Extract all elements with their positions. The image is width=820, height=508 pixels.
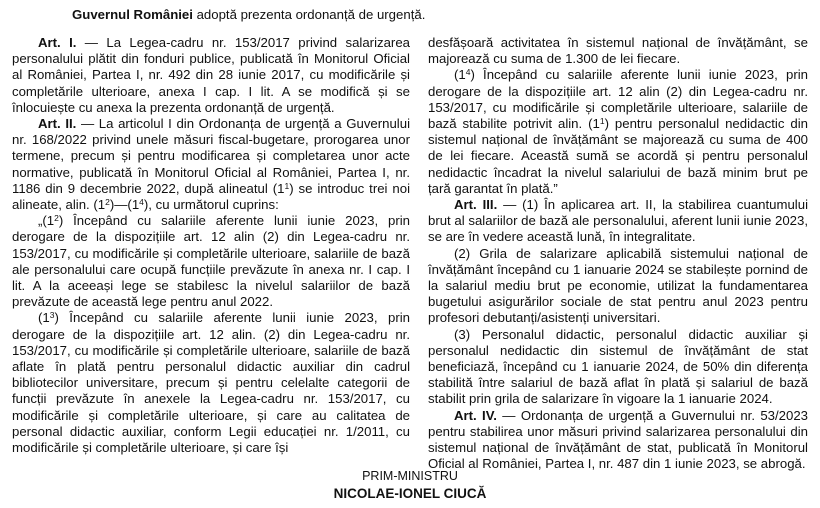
article-1-text: — La Legea-cadru nr. 153/2017 privind salarizarea personalului plătit din fonduri publice, publicată în Monitorul Oficial al României, Partea I, nr. 492 din 28 iunie 2017, cu modificările și completările ulterioare, anexa I cap. I lit. A se modifică și se înlocuiește cu anexa la prezenta ordonanță de urgență. bbox=[12, 35, 410, 115]
article-3-paragraph-3 bbox=[428, 327, 808, 408]
article-2 bbox=[12, 116, 410, 213]
paragraph-text: ) Începând cu salariile aferente lunii iunie 2023, prin derogare de la dispozițiile art. 12 alin (2) din Legea-cadru nr. 153/2017, cu modificările și completările ulterioare, salariile de bază ale personalului care ocupă funcțiile prevăzute în anexa nr. I cap. I lit. A la aceeași lege se stabilesc la nivelul salariilor de bază prevăzute de această lege pentru anul 2022. bbox=[12, 213, 410, 310]
article-3-label: Art. III. bbox=[454, 197, 498, 213]
article-2-text: ), cu următorul cuprins: bbox=[143, 197, 279, 213]
signature-name: NICOLAE-IONEL CIUCĂ bbox=[333, 486, 487, 501]
superscript: 2 bbox=[54, 213, 59, 224]
intro-line bbox=[72, 7, 425, 23]
signature-title: PRIM-MINISTRU bbox=[362, 469, 458, 483]
paragraph-text: (3) Personalul didactic, personalul didactic auxiliar și personalul nedidactic din sistemul de învățământ de stat beneficiază, începând cu 1 ianuarie 2024, de 50% din diferența stabilită între salariul de bază aflat în plată și salariul de bază stabilit prin grila de salarizare în vigoare la 1 ianuarie 2024. bbox=[428, 326, 808, 407]
paragraph-1-3-continued bbox=[428, 35, 808, 67]
right-column bbox=[428, 35, 808, 472]
superscript: 1 bbox=[599, 116, 605, 127]
article-2-label: Art. II. bbox=[38, 116, 77, 132]
paragraph-1-3 bbox=[12, 310, 410, 456]
paragraph-text: desfășoară activitatea în sistemul național de învățământ, se majorează cu suma de 1.300 de lei fiecare. bbox=[428, 35, 808, 67]
article-3-text: — (1) În aplicarea art. II, la stabilirea cuantumului brut al salariilor de bază ale personalului, aferent lunii iunie 2023, se are în vedere această lună, în integralitate. bbox=[428, 197, 808, 245]
paragraph-text: (2) Grila de salarizare aplicabilă sistemului național de învățământ începând cu 1 ianuarie 2024 se stabilește pornind de la salariul mediu brut pe economie, utilizat la fundamentarea bugetului asigurărilor sociale de stat pentru anul 2023 pentru profesori debutanți/asistenți universitari. bbox=[428, 245, 808, 326]
paragraph-text: ) Începând cu salariile aferente lunii iunie 2023, prin derogare de la dispozițiile art. 12 alin. (2) din Legea-cadru nr. 153/2017, cu modificările și completările ulterioare, salariile de bază aflate în plată pentru personalul didactic auxiliar din cadrul bibliotecilor universitare, precum și pentru celelalte categorii de funcții prevăzute în anexele la Legea-cadru nr. 153/2017, cu modificările și completările ulterioare, și care au calitatea de personal didactic auxiliar, conform Legii educației nr. 1/2011, cu modificările și completările ulterioare, și care își bbox=[12, 310, 410, 456]
paragraph-text: ) Începând cu salariile aferente lunii iunie 2023, prin derogare de la dispozițiile art. 12 alin (2) din Legea-cadru nr. 153/2017, cu modificările și completările ulterioare, salariile de bază stabilite potrivit alin. (1 bbox=[428, 67, 808, 132]
superscript: 3 bbox=[49, 310, 55, 321]
government-name: Guvernul României bbox=[72, 7, 193, 22]
superscript: 4 bbox=[139, 197, 144, 208]
paragraph-number: (1 bbox=[454, 67, 466, 83]
superscript: 2 bbox=[105, 197, 110, 208]
article-2-text: )—(1 bbox=[109, 197, 140, 213]
intro-text: adoptă prezenta ordonanță de urgență. bbox=[192, 7, 426, 22]
article-3 bbox=[428, 197, 808, 246]
article-2-text: ) se introduc trei noi alineate, alin. (1 bbox=[12, 180, 410, 213]
superscript: 4 bbox=[465, 67, 471, 78]
article-4 bbox=[428, 408, 808, 473]
article-1 bbox=[12, 35, 410, 116]
article-2-text: — La articolul I din Ordonanța de urgență a Guvernului nr. 168/2022 privind unele măsuri fiscal-bugetare, prorogarea unor termene, precum și pentru modificarea și completarea unor acte normative, publicată în Monitorul Oficial al României, Partea I, nr. 1186 din 9 decembrie 2022, după alineatul (1 bbox=[12, 116, 410, 196]
article-3-paragraph-2 bbox=[428, 246, 808, 327]
superscript: 1 bbox=[284, 180, 290, 191]
paragraph-number: „(1 bbox=[38, 213, 55, 229]
article-4-text: — Ordonanța de urgență a Guvernului nr. 53/2023 pentru stabilirea unor măsuri privind salarizarea personalului din sistemul național de învățământ de stat, publicată în Monitorul Oficial al României, Partea I, nr. 487 din 1 iunie 2023, se abrogă. bbox=[428, 407, 808, 472]
paragraph-1-2 bbox=[12, 213, 410, 310]
article-1-label: Art. I. bbox=[38, 35, 77, 50]
paragraph-number: (1 bbox=[38, 310, 50, 326]
paragraph-1-4 bbox=[428, 67, 808, 197]
paragraph-text: ) pentru personalul nedidactic din sistemul național de învățământ se majorează cu suma de 400 de lei fiecare. Această sumă se acordă și pentru personalul nedidactic încadrat la nivelul salariului de bază minim brut pe țară garantat în plată.” bbox=[428, 116, 808, 196]
article-4-label: Art. IV. bbox=[454, 407, 497, 423]
left-column bbox=[12, 35, 410, 456]
